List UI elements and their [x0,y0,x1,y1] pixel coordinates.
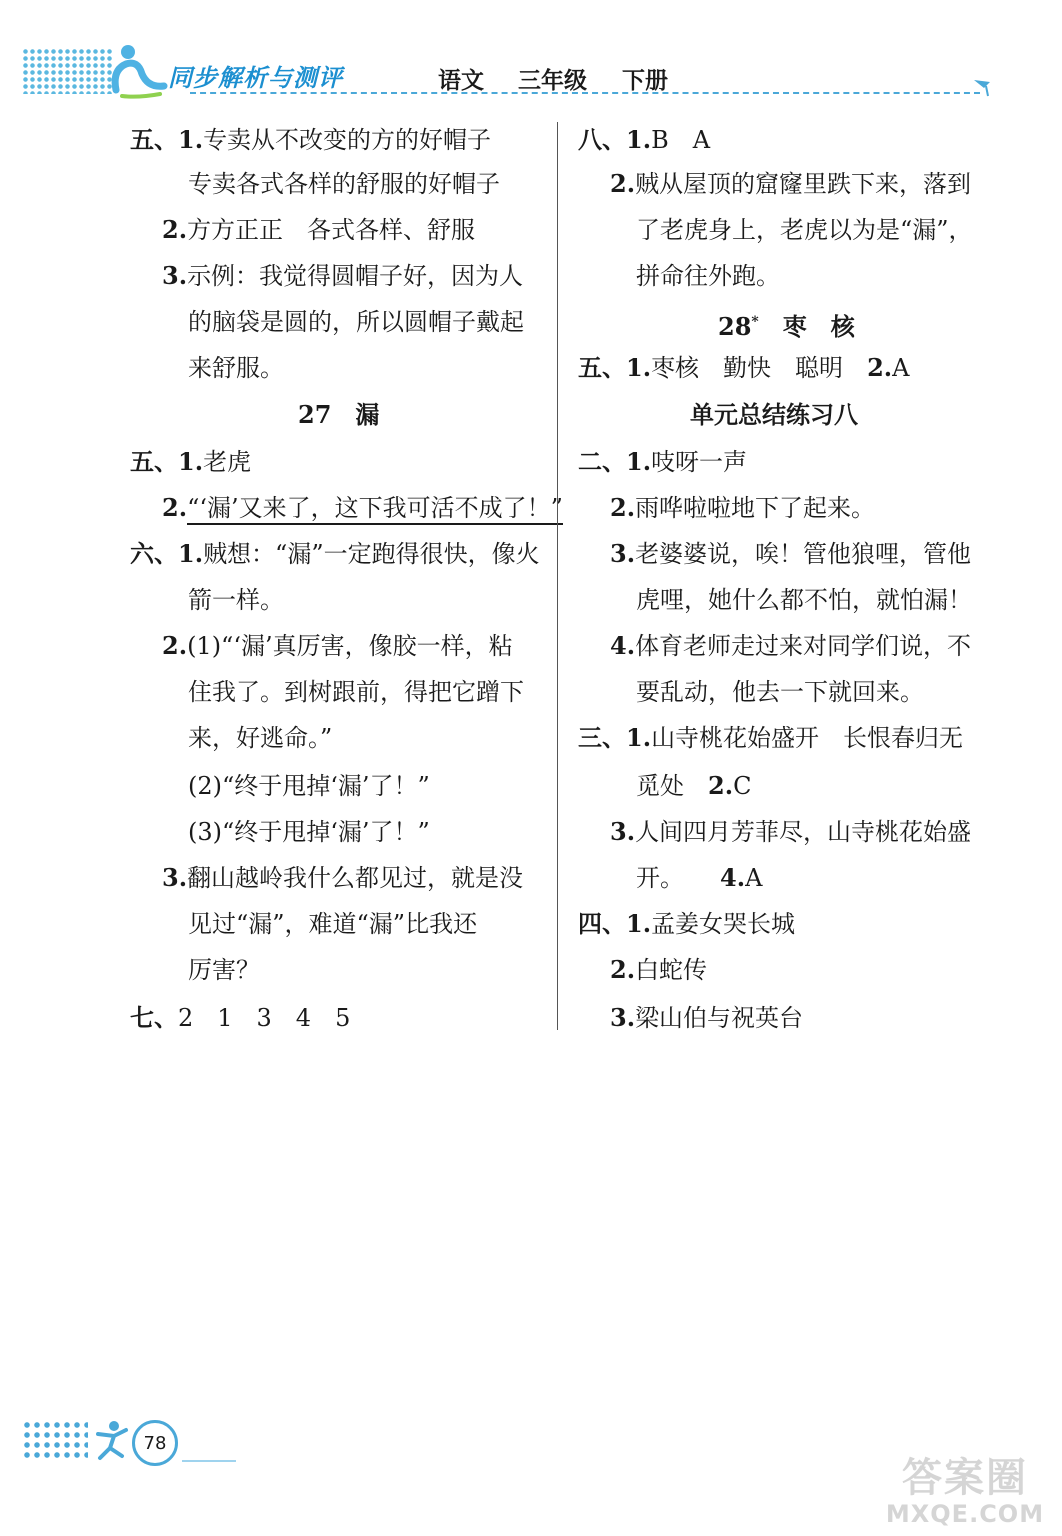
answer-line: 2.方方正正 各式各样、舒服 [162,215,476,244]
page-number: 78 [132,1420,178,1466]
answer-line: 2.“‘漏’又来了，这下我可活不成了！” [162,493,563,523]
unit-heading: 单元总结练习八 [690,400,858,429]
watermark-title: 答案圈 [902,1455,1028,1501]
answer-line: 五、1.专卖从不改变的方的好帽子 [130,125,492,154]
answer-line: 见过“漏”，难道“漏”比我还 [188,910,478,938]
answer-line: 来，好逃命。” [188,724,333,752]
footer-rule [182,1460,236,1462]
answer-line: 2.雨哗啦啦地下了起来。 [610,493,876,522]
page-header [0,0,1062,110]
answer-line: 3.翻山越岭我什么都见过，就是没 [162,863,524,892]
answer-line: 3.老婆婆说，唉！管他狼哩，管他 [610,539,972,568]
answer-line: 四、1.孟姜女哭长城 [578,909,796,938]
lesson-heading: 27 漏 [298,400,380,429]
subject-label: 语文 [438,68,484,94]
answer-line: 二、1.吱呀一声 [578,447,748,476]
answer-line: 六、1.贼想：“漏”一定跑得很快，像火 [130,539,540,568]
column-divider [557,122,558,1030]
watermark-url: MXQE.COM [885,1500,1045,1528]
brand-title: 同步解析与测评 [168,64,343,92]
answer-line: 箭一样。 [188,586,284,614]
jumping-figure-icon [92,1418,132,1462]
answer-line: 专卖各式各样的舒服的好帽子 [188,170,500,198]
answer-line: 3.梁山伯与祝英台 [610,1003,804,1032]
answer-line: 2.(1)“‘漏’真厉害，像胶一样，粘 [162,631,513,660]
volume-label: 下册 [622,68,668,94]
answer-line: 八、1.B A [578,125,711,154]
answer-line: 的脑袋是圆的，所以圆帽子戴起 [188,308,524,336]
answer-line: 4.体育老师走过来对同学们说，不 [610,631,972,660]
runner-logo-icon [108,40,168,100]
swoosh-icon [972,76,994,98]
answer-line: 七、2 1 3 4 5 [130,1003,351,1032]
answer-line: 2.白蛇传 [610,955,708,984]
answer-line: 3.人间四月芳菲尽，山寺桃花始盛 [610,817,972,846]
answer-line: 厉害？ [188,956,260,984]
watermark [880,1455,1050,1530]
answer-line: 来舒服。 [188,354,284,382]
answer-line: 虎哩，她什么都不怕，就怕漏！ [636,586,972,614]
footer-decorative-dots [22,1420,88,1458]
answer-line: 要乱动，他去一下就回来。 [636,678,924,706]
grade-label: 三年级 [518,68,587,94]
answer-line: 拼命往外跑。 [636,262,780,290]
answer-line: 五、1.枣核 勤快 聪明 2.A [578,353,910,382]
answer-line: (3)“终于甩掉‘漏’了！” [188,818,430,846]
lesson-heading: 28* 枣 核 [718,312,855,341]
answer-line: 觅处 2.C [636,771,752,800]
answer-line: 住我了。到树跟前，得把它蹭下 [188,678,524,706]
answer-line: (2)“终于甩掉‘漏’了！” [188,772,430,800]
answer-line: 2.贼从屋顶的窟窿里跌下来，落到 [610,169,972,198]
decorative-dots [22,48,112,94]
answer-line: 了老虎身上，老虎以为是“漏”， [636,216,973,244]
answer-line: 三、1.山寺桃花始盛开 长恨春归无 [578,723,964,752]
answer-line: 3.示例：我觉得圆帽子好，因为人 [162,261,524,290]
answer-line: 五、1.老虎 [130,447,252,476]
header-dashed-rule [190,92,980,94]
answer-line: 开。 4.A [636,863,763,892]
